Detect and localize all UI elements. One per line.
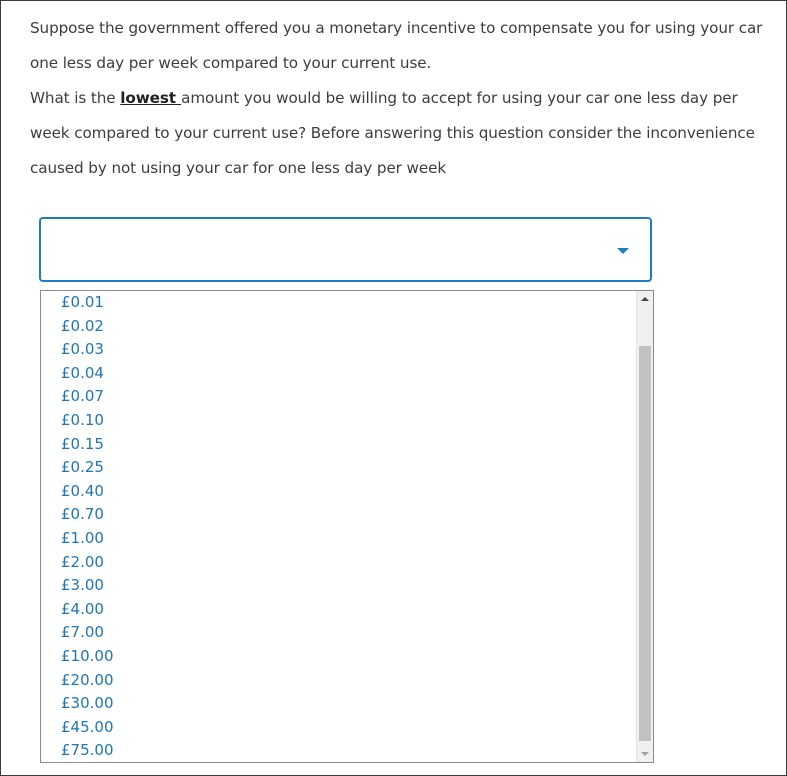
option-item[interactable]: £0.01 [61,293,104,311]
option-item[interactable]: £20.00 [61,670,114,689]
caret-down-icon[interactable] [617,248,629,254]
option-item[interactable]: £0.40 [61,481,104,500]
question-emphasis: lowest [120,89,182,107]
option-item[interactable]: £7.00 [61,623,104,642]
option-item[interactable]: £10.00 [61,646,114,665]
option-item[interactable]: £0.25 [61,458,104,477]
option-item[interactable]: £0.15 [61,434,104,453]
question-intro: Suppose the government offered you a monetary incentive to compensate you for using your car one less day per week compared to your current use. [30,19,763,72]
option-item[interactable]: £75.00 [61,741,114,760]
scroll-up-arrow-icon[interactable] [637,291,653,307]
option-item[interactable]: £4.00 [61,599,104,618]
option-item[interactable]: £0.03 [61,340,104,359]
option-item[interactable]: £0.07 [61,387,104,406]
option-item[interactable]: £3.00 [61,576,104,595]
scroll-thumb[interactable] [639,346,651,741]
option-item[interactable]: £2.00 [61,552,104,571]
options-container [41,291,636,763]
option-item[interactable]: £0.10 [61,410,104,429]
question-prompt [30,81,775,186]
option-item[interactable]: £45.00 [61,717,114,736]
option-item[interactable]: £30.00 [61,694,114,713]
question-text [30,11,775,186]
option-item[interactable]: £0.70 [61,505,104,524]
amount-select[interactable] [39,217,652,282]
option-item[interactable]: £0.04 [61,363,104,382]
option-item[interactable]: £0.02 [61,316,104,335]
amount-options-list[interactable] [40,290,654,763]
question-prompt-suffix: amount you would be willing to accept for using your car one less day per week compared to your current use? Before answering this question consider the inconvenience caused by not using your car for one less day per week [30,89,755,177]
question-prompt-prefix: What is the [30,89,121,107]
scroll-down-arrow-icon[interactable] [637,746,653,762]
list-scrollbar[interactable] [636,291,653,762]
option-item[interactable]: £1.00 [61,528,104,547]
